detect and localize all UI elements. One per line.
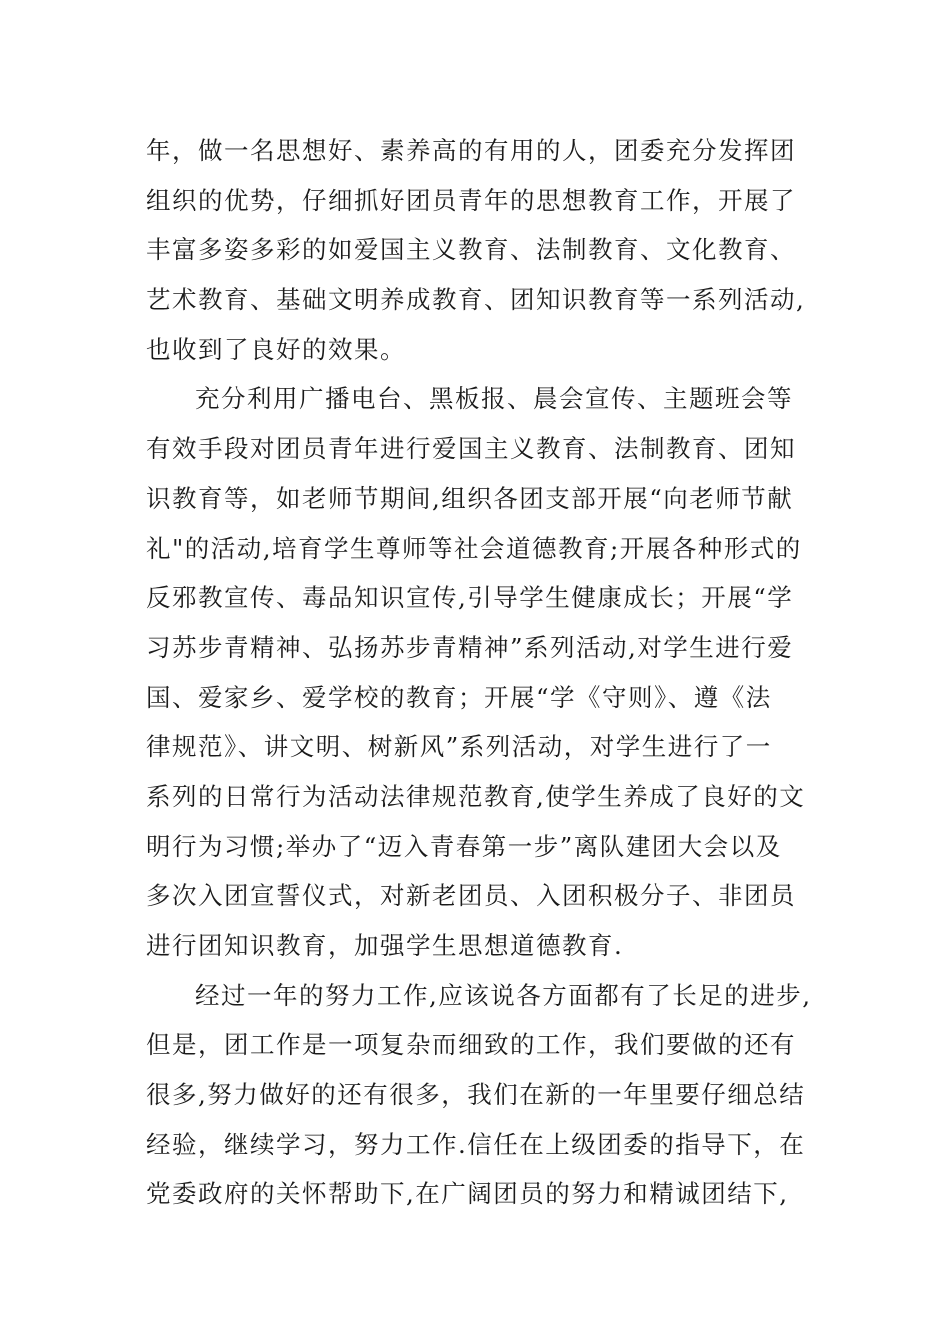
- text-line: 国、爱家乡、爱学校的教育；开展“学《守则》、遵《法: [146, 682, 772, 712]
- paragraph-start-line: 充分利用广播电台、黑板报、晨会宣传、主题班会等: [195, 384, 793, 414]
- text-line: 习苏步青精神、弘扬苏步青精神”系列活动,对学生进行爱: [146, 632, 794, 662]
- text-line: 系列的日常行为活动法律规范教育,使学生养成了良好的文: [146, 781, 806, 811]
- body-text: [146, 126, 816, 1219]
- text-line: 党委政府的关怀帮助下,在广阔团员的努力和精诚团结下,: [146, 1179, 789, 1209]
- text-line: 律规范》、讲文明、树新风”系列活动，对学生进行了一: [146, 732, 772, 762]
- text-line: 反邪教宣传、毒品知识宣传,引导学生健康成长；开展“学: [146, 583, 794, 613]
- text-line: 多次入团宣誓仪式，对新老团员、入团积极分子、非团员: [146, 881, 796, 911]
- text-line: 组织的优势，仔细抓好团员青年的思想教育工作，开展了: [146, 185, 796, 215]
- text-line: 明行为习惯;举办了“迈入青春第一步”离队建团大会以及: [146, 831, 782, 861]
- text-line: 丰富多姿多彩的如爱国主义教育、法制教育、文化教育、: [146, 235, 796, 265]
- text-line: 识教育等，如老师节期间,组织各团支部开展“向老师节献: [146, 483, 794, 513]
- text-line: 礼"的活动,培育学生尊师等社会道德教育;开展各种形式的: [146, 533, 802, 563]
- text-line: 进行团知识教育，加强学生思想道德教育.: [146, 931, 624, 960]
- text-line: 也收到了良好的效果。: [146, 334, 406, 364]
- text-line: 很多,努力做好的还有很多，我们在新的一年里要仔细总结: [146, 1080, 806, 1110]
- paragraph-start-line: 经过一年的努力工作,应该说各方面都有了长足的进步,: [195, 980, 812, 1010]
- text-line: 有效手段对团员青年进行爱国主义教育、法制教育、团知: [146, 434, 796, 464]
- text-line: 经验，继续学习，努力工作.信任在上级团委的指导下，在: [146, 1129, 806, 1159]
- text-line: 艺术教育、基础文明养成教育、团知识教育等一系列活动,: [146, 285, 806, 315]
- text-line: 年，做一名思想好、素养高的有用的人，团委充分发挥团: [146, 136, 796, 165]
- text-line: 但是，团工作是一项复杂而细致的工作，我们要做的还有: [146, 1030, 796, 1060]
